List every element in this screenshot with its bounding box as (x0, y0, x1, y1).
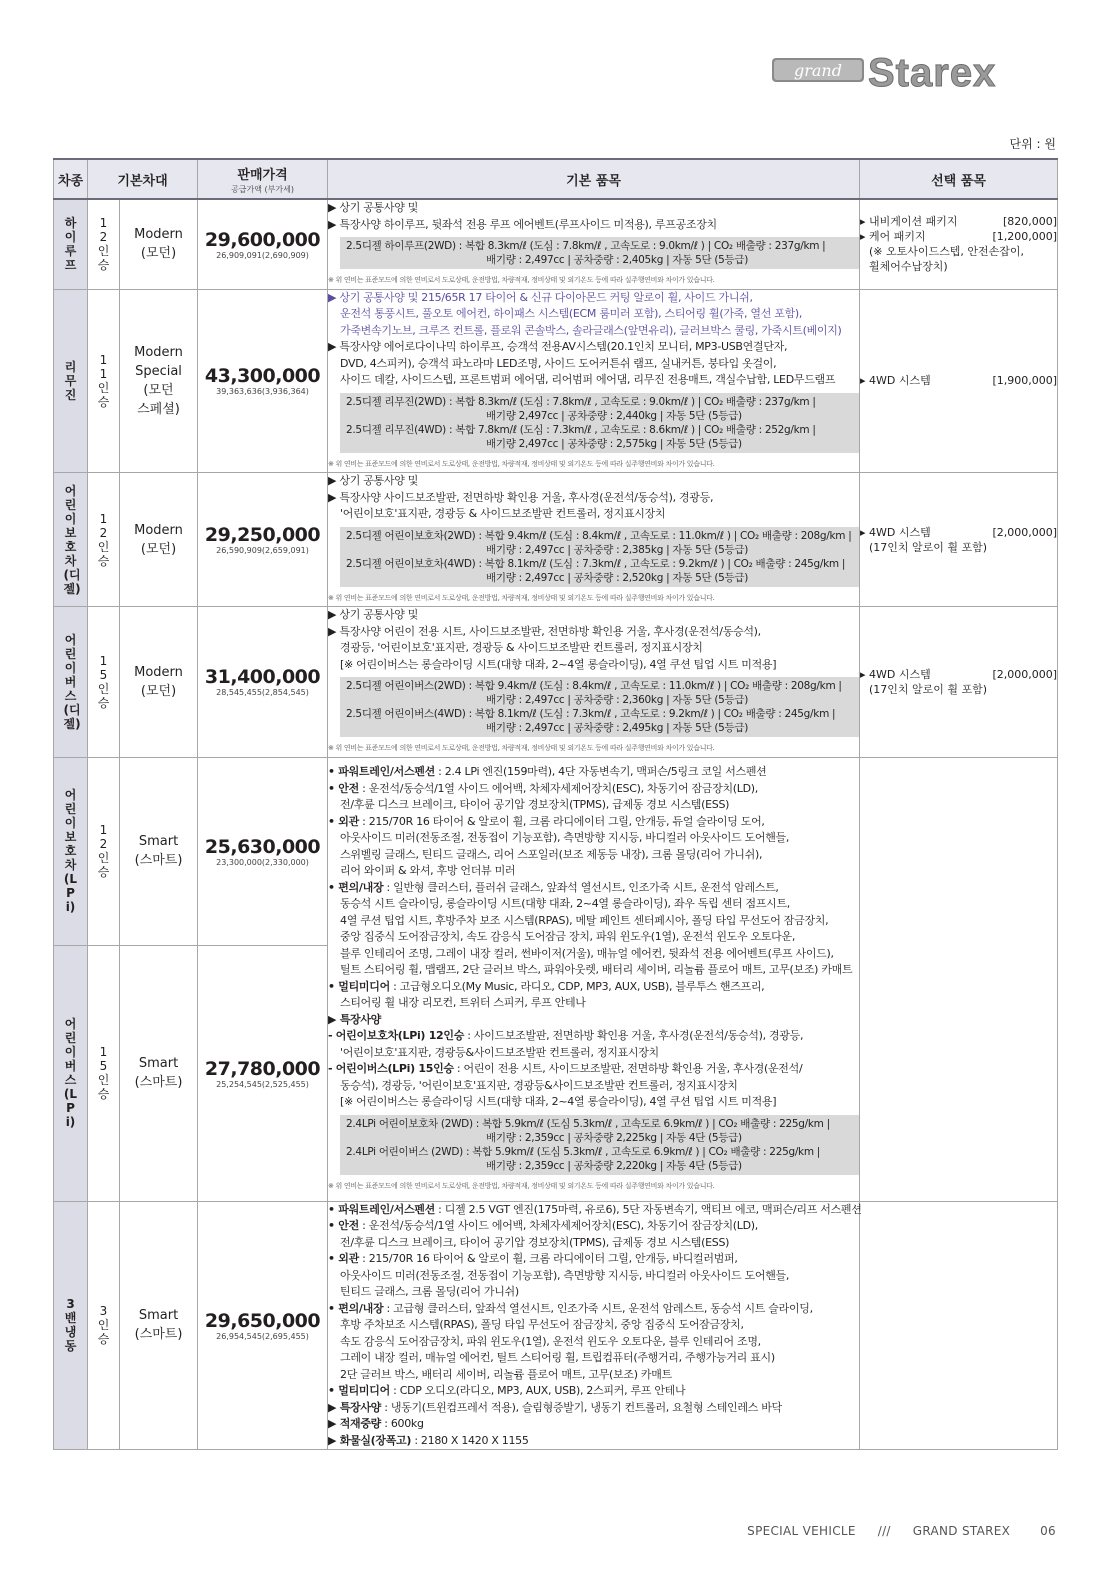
spec-line-cont: 배기량 : 2,359cc | 공차중량 2,225kg | 자동 4단 (5등급) (486, 1131, 742, 1144)
seat-count (88, 1201, 120, 1450)
basic-line-bold: ▶ 특장사양 (328, 1400, 382, 1414)
basic-line (328, 1235, 859, 1252)
basic-line (328, 913, 859, 930)
basic-items (328, 199, 860, 289)
seat-label: 11인승 (97, 352, 110, 409)
header-type: 차종 (54, 159, 88, 199)
trim-line: (스마트) (134, 853, 183, 868)
basic-line-text: : 2180 X 1420 X 1155 (411, 1433, 529, 1447)
price-value: 25,630,000 (204, 835, 321, 858)
fuel-spec-box (340, 237, 859, 269)
basic-line: '어린이보호'표지판, 경광등 & 사이드보조발판 컨트롤러, 정지표시장치 (340, 507, 666, 520)
option-name: ▸ 4WD 시스템 (860, 525, 931, 539)
basic-line-bold: • 파워트레인/서스펜션 (328, 1202, 435, 1216)
header-price: 판매가격 공급가액 (부가세) (198, 159, 328, 199)
basic-line: ▶ 상기 공통사양 및 (328, 474, 419, 487)
fuel-note: ※ 위 연비는 표준모드에 의한 연비로서 도로상태, 운전방법, 차량적재, 정비상태 및 외기온도 등에 따라 실주행연비와 차이가 있습니다. (328, 459, 715, 468)
option-price: [1,900,000] (992, 374, 1058, 388)
basic-line (328, 929, 859, 946)
spec-line: 2.5디젤 어린이버스(2WD) : 복합 9.4km/ℓ (도심 : 8.4km/ℓ , 고속도로 : 11.0km/ℓ ) | CO₂ 배출량 : 208g/km | (346, 680, 842, 692)
fuel-note: ※ 위 연비는 표준모드에 의한 연비로서 도로상태, 운전방법, 차량적재, 정비상태 및 외기온도 등에 따라 실주행연비와 차이가 있습니다. (328, 593, 715, 602)
basic-line (328, 830, 859, 847)
trim-line: (모던) (140, 683, 177, 699)
basic-line-text: 후방 주차보조 시스템(RPAS), 폴딩 타입 무선도어 잠금장치, 중앙 집중식 도어잠금장치, (340, 1318, 744, 1331)
option-name: (17인치 알로이 휠 포함) (869, 682, 988, 696)
option-name: (17인치 알로이 휠 포함) (869, 540, 988, 554)
basic-line: ▶ 상기 공통사양 및 (328, 201, 419, 214)
basic-line (328, 1334, 859, 1351)
option-items (860, 473, 1058, 607)
basic-line-text: : 2.4 LPi 엔진(159마력), 4단 자동변속기, 맥퍼슨/5링크 코일 서스펜션 (434, 765, 767, 778)
basic-line (328, 797, 859, 814)
option-price: [820,000] (1002, 215, 1058, 229)
basic-line-text: 전/후륜 디스크 브레이크, 타이어 공기압 경보장치(TPMS), 급제동 경보 시스템(ESS) (340, 798, 730, 811)
basic-line (328, 880, 859, 897)
option-line (860, 214, 1057, 229)
option-line (860, 540, 1057, 555)
basic-line-text: : 운전석/동승석/1열 사이드 에어백, 차체자세제어장치(ESC), 차동기어 잠금장치(LD), (358, 1219, 758, 1232)
basic-line-bold: • 멀티미디어 (328, 979, 390, 993)
basic-line (328, 1028, 859, 1045)
basic-line (328, 1350, 859, 1367)
basic-line-text: '어린이보호'표지판, 경광등&사이드보조발판 컨트롤러, 정지표시장치 (340, 1045, 659, 1059)
header-seat: 기본차대 (88, 159, 198, 199)
trim-name (120, 289, 198, 473)
seat-label: 12인승 (97, 216, 110, 273)
spec-line-cont: 배기량 : 2,497cc | 공차중량 : 2,495kg | 자동 5단 (5등급) (486, 722, 749, 734)
spec-line: 2.5디젤 어린이버스(4WD) : 복합 8.1km/ℓ (도심 : 7.3km/ℓ , 고속도로 : 9.2km/ℓ ) | CO₂ 배출량 : 245g/km | (346, 708, 836, 720)
vehicle-type (54, 607, 88, 758)
vehicle-type (54, 473, 88, 607)
basic-line-text: : 고급형 클러스터, 앞좌석 열선시트, 인조가죽 시트, 운전석 암레스트, 동승석 시트 슬라이딩, (383, 1301, 813, 1315)
option-name: (※ 오토사이드스텝, 안전손잡이, (869, 245, 1025, 259)
basic-line: ▶ 특장사양 사이드보조발판, 전면하방 확인용 거울, 후사경(운전석/동승석), 경광등, (328, 490, 714, 504)
fuel-spec-box (340, 1115, 859, 1175)
seat-label: 12인승 (97, 511, 110, 568)
basic-line-text: 4열 쿠션 팁업 시트, 후방주차 보조 시스템(RPAS), 메탈 페인트 센터페시아, 폴딩 타입 무선도어 잠금장치, (340, 913, 829, 927)
basic-items (328, 473, 860, 607)
price-cell (198, 289, 328, 473)
basic-line (328, 847, 859, 864)
basic-line: DVD, 4스피커), 승객석 파노라마 LED조명, 사이드 도어커튼쉬 램프, 실내커튼, 붕타입 옷걸이, (340, 356, 777, 370)
option-name: ▸ 4WD 시스템 (860, 667, 931, 681)
basic-line-text: 그레이 내장 컬러, 매뉴얼 에어컨, 틸트 스티어링 휠, 트립컴퓨터(주행거리, 주행가능거리 표시) (340, 1351, 775, 1364)
seat-label: 3인승 (97, 1304, 110, 1347)
basic-line: ▶ 특장사양 어린이 전용 시트, 사이드보조발판, 전면하방 확인용 거울, 후사경(운전석/동승석), (328, 624, 761, 638)
vehicle-row (54, 607, 1058, 758)
price-supply: 28,545,455(2,854,545) (216, 688, 309, 698)
seat-count (88, 289, 120, 473)
price-supply: 26,909,091(2,690,909) (216, 250, 309, 260)
spec-line-cont: 배기량 2,497cc | 공차중량 : 2,575kg | 자동 5단 (5등급) (486, 437, 742, 450)
basic-line (328, 863, 859, 880)
vehicle-type (54, 945, 88, 1201)
basic-line-text: : 고급형오디오(My Music, 라디오, CDP, MP3, AUX, USB), 블루투스 핸즈프리, (389, 979, 765, 993)
vehicle-type-label: 어린이버스(디젤) (63, 632, 81, 731)
vehicle-type-label: 하이루프 (64, 216, 77, 273)
trim-line: Special (135, 363, 182, 379)
vehicle-type (54, 1201, 88, 1450)
basic-line-text: 중앙 집중식 도어잠금장치, 속도 감응식 도어잠금 장치, 파워 윈도우(1열), 운전석 윈도우 오토다운, (340, 930, 796, 943)
basic-line-text: 틴티드 글래스, 크롬 몰딩(리어 가니쉬) (340, 1285, 519, 1298)
header-basic: 기본 품목 (328, 159, 860, 199)
basic-line (328, 1383, 859, 1400)
price-supply: 39,363,636(3,936,364) (216, 387, 309, 397)
trim-line: (스마트) (134, 1327, 183, 1343)
price-value: 29,650,000 (204, 1309, 321, 1332)
basic-line-text: : 사이드보조발판, 전면하방 확인용 거울, 후사경(운전석/동승석), 경광등, (464, 1029, 804, 1042)
vehicle-type-label: 어린이보호차(LPi) (63, 788, 78, 914)
option-items (860, 607, 1058, 758)
basic-items (328, 289, 860, 473)
spec-line: 2.4LPi 어린이버스 (2WD) : 복합 5.9km/ℓ (도심 5.3km/ℓ , 고속도로 6.9km/ℓ ) | CO₂ 배출량 : 225g/km | (346, 1145, 821, 1158)
price-supply: 26,954,545(2,695,455) (216, 1331, 309, 1341)
basic-line-bold: - 어린이버스(LPi) 15인승 (328, 1062, 454, 1075)
price-value: 43,300,000 (204, 365, 321, 388)
basic-line: ▶ 상기 공통사양 및 215/65R 17 타이어 & 신규 다이아몬드 커팅 알로이 휠, 사이드 가니쉬, (328, 290, 753, 304)
spec-line: 2.5디젤 리무진(2WD) : 복합 8.3km/ℓ (도심 : 7.8km/ℓ , 고속도로 : 9.0km/ℓ ) | CO₂ 배출량 : 237g/km | (346, 395, 816, 408)
price-cell (198, 757, 328, 945)
basic-line: ▶ 특장사양 하이루프, 뒷좌석 전용 루프 에어벤트(루프사이드 미적용), 루프공조장치 (328, 217, 717, 231)
trim-name (120, 1201, 198, 1450)
fuel-spec-box (340, 527, 859, 587)
option-line (860, 667, 1057, 682)
option-name: 휠체어수납장치) (869, 260, 948, 274)
price-cell (198, 607, 328, 758)
fuel-spec-box (340, 393, 859, 453)
svg-text:grand: grand (794, 61, 842, 80)
trim-line: (모던 (143, 382, 174, 398)
vehicle-row (54, 473, 1058, 607)
basic-line-text: 블루 인테리어 조명, 그레이 내장 컬러, 썬바이저(거울), 매뉴얼 에어컨, 뒷좌석 전용 에어벤트(루프 사이드), (340, 946, 834, 960)
basic-line (328, 962, 859, 979)
basic-line (328, 814, 859, 831)
basic-line (328, 1416, 859, 1433)
basic-line-text: 동승석), 경광등, '어린이보호'표지판, 경광등&사이드보조발판 컨트롤러, 정지표시장치 (340, 1078, 738, 1092)
basic-line-bold: - 어린이보호차(LPi) 12인승 (328, 1029, 465, 1042)
spec-line: 2.5디젤 리무진(4WD) : 복합 7.8km/ℓ (도심 : 7.3km/ℓ , 고속도로 : 8.6km/ℓ ) | CO₂ 배출량 : 252g/km | (346, 423, 816, 436)
basic-line: 가죽변속기노브, 크루즈 컨트롤, 플로워 콘솔박스, 솔라글래스(앞면유리), 글러브박스 쿨링, 가죽시트(베이지) (340, 323, 842, 337)
basic-line (328, 1301, 859, 1318)
price-cell (198, 945, 328, 1201)
basic-line-text: 스위벨링 글래스, 틴티드 글래스, 리어 스포일러(보조 제동등 내장), 크롬 몰딩(리어 가니쉬), (340, 847, 763, 861)
spec-line-cont: 배기량 : 2,359cc | 공차중량 2,220kg | 자동 4단 (5등급) (486, 1159, 742, 1172)
price-value: 31,400,000 (204, 666, 321, 689)
basic-line-bold: ▶ 특장사양 (328, 1012, 382, 1026)
option-items (860, 289, 1058, 473)
header-option: 선택 품목 (860, 159, 1058, 199)
basic-line: [※ 어린이버스는 롱슬라이딩 시트(대향 대좌, 2~4열 롱슬라이딩), 4열 쿠션 팁업 시트 미적용] (340, 657, 777, 671)
basic-line (328, 781, 859, 798)
price-value: 27,780,000 (204, 1057, 321, 1080)
option-price: [2,000,000] (992, 525, 1058, 539)
basic-line: ▶ 상기 공통사양 및 (328, 608, 419, 621)
trim-name (120, 757, 198, 945)
basic-items (328, 607, 860, 758)
vehicle-type-label: 3밴냉동 (64, 1297, 77, 1354)
basic-line-bold: • 안전 (328, 781, 359, 795)
trim-line: 스페셜) (137, 401, 180, 417)
basic-line (328, 1268, 859, 1285)
seat-label: 12인승 (97, 823, 110, 879)
vehicle-row (54, 199, 1058, 289)
spec-line-cont: 배기량 : 2,497cc | 공차중량 : 2,385kg | 자동 5단 (5등급) (486, 543, 749, 556)
spec-line: 2.5디젤 어린이보호차(4WD) : 복합 8.1km/ℓ (도심 : 7.3km/ℓ , 고속도로 : 9.2km/ℓ ) | CO₂ 배출량 : 245g/km | (346, 557, 846, 570)
basic-line-text: : 냉동기(트윈컴프레서 적용), 슬림형증발기, 냉동기 컨트롤러, 요철형 스테인레스 바닥 (381, 1400, 782, 1414)
basic-line-text: 전/후륜 디스크 브레이크, 타이어 공기압 경보장치(TPMS), 급제동 경보 시스템(ESS) (340, 1235, 730, 1249)
option-line (860, 525, 1057, 540)
trim-name (120, 199, 198, 289)
basic-line-text: : 일반형 클러스터, 플러쉬 글래스, 앞좌석 열선시트, 인조가죽 시트, 운전석 암레스트, (383, 880, 779, 894)
basic-line (328, 1433, 859, 1450)
seat-count (88, 199, 120, 289)
fuel-spec-box (340, 677, 859, 737)
option-price: [2,000,000] (992, 667, 1058, 681)
basic-line-text: 아웃사이드 미러(전동조절, 전동접이 기능포함), 측면방향 지시등, 바디컬러 아웃사이드 도어핸들, (340, 1268, 790, 1282)
trim-line: Modern (134, 227, 183, 243)
basic-line (328, 764, 859, 781)
option-line (860, 373, 1057, 388)
basic-line (328, 1284, 859, 1301)
trim-line: Smart (138, 834, 179, 849)
basic-line-text: : CDP 오디오(라디오, MP3, AUX, USB), 2스피커, 루프 안테나 (389, 1384, 686, 1397)
price-supply: 25,254,545(2,525,455) (216, 1079, 309, 1089)
option-price: [1,200,000] (992, 230, 1058, 244)
basic-line-bold: • 안전 (328, 1219, 359, 1232)
basic-line-bold: ▶ 화물실(장폭고) (328, 1433, 412, 1447)
basic-line (328, 979, 859, 996)
basic-line-text: 동승석 시트 슬라이딩, 롱슬라이딩 시트(대향 대좌, 2~4열 롱슬라이딩), 좌우 독립 센터 점프시트, (340, 897, 790, 910)
basic-line: ▶ 특장사양 에어로다이나믹 하이루프, 승객석 전용AV시스템(20.1인치 모니터, MP3-USB연결단자, (328, 340, 788, 353)
trim-name (120, 473, 198, 607)
basic-line-bold: • 파워트레인/서스펜션 (328, 765, 435, 778)
option-items (860, 757, 1058, 1201)
footer: SPECIAL VEHICLE /// GRAND STAREX 06 (747, 1524, 1056, 1538)
trim-name (120, 607, 198, 758)
option-line (860, 259, 1057, 274)
option-items (860, 1201, 1058, 1450)
trim-line: Smart (138, 1308, 179, 1324)
fuel-note: ※ 위 연비는 표준모드에 의한 연비로서 도로상태, 운전방법, 차량적재, 정비상태 및 외기온도 등에 따라 실주행연비와 차이가 있습니다. (328, 1181, 715, 1190)
vehicle-row (54, 757, 1058, 945)
basic-line-text: [※ 어린이버스는 롱슬라이딩 시트(대향 대좌, 2~4열 롱슬라이딩), 4열 쿠션 팁업 시트 미적용] (340, 1095, 777, 1108)
basic-line-text: 리어 와이퍼 & 와셔, 후방 언더뷰 미러 (340, 864, 516, 877)
vehicle-type (54, 289, 88, 473)
basic-line-bold: • 편의/내장 (328, 1301, 384, 1315)
basic-line (328, 1078, 859, 1095)
vehicle-type-label: 어린이보호차(디젤) (63, 483, 81, 596)
basic-line (328, 1251, 859, 1268)
basic-line-text: 스티어링 휠 내장 리모컨, 트위터 스피커, 루프 안테나 (340, 996, 586, 1009)
basic-line (328, 1317, 859, 1334)
basic-line-text: : 215/70R 16 타이어 & 알로이 휠, 크롬 라디에이터 그릴, 안개등, 듀얼 슬라이딩 도어, (358, 814, 765, 828)
unit-label: 단위 : 원 (1009, 137, 1056, 151)
price-cell (198, 1201, 328, 1450)
spec-line-cont: 배기량 : 2,497cc | 공차중량 : 2,520kg | 자동 5단 (5등급) (486, 571, 749, 584)
price-cell (198, 473, 328, 607)
basic-line-text: : 어린이 전용 시트, 사이드보조발판, 전면하방 확인용 거울, 후사경(운전석/ (453, 1062, 803, 1075)
option-line (860, 244, 1057, 259)
vehicle-type (54, 757, 88, 945)
trim-line: Modern (134, 522, 183, 538)
seat-count (88, 757, 120, 945)
basic-line (328, 1045, 859, 1062)
trim-line: Modern (134, 344, 183, 360)
vehicle-type-label: 리무진 (64, 359, 77, 402)
option-line (860, 229, 1057, 244)
basic-line (328, 1012, 859, 1029)
basic-line: 경광등, '어린이보호'표지판, 경광등 & 사이드보조발판 컨트롤러, 정지표시장치 (340, 641, 703, 654)
basic-line-text: 아웃사이드 미러(전동조절, 전동접이 기능포함), 측면방향 지시등, 바디컬러 아웃사이드 도어핸들, (340, 831, 790, 844)
spec-line: 2.4LPi 어린이보호차 (2WD) : 복합 5.9km/ℓ (도심 5.3km/ℓ , 고속도로 6.9km/ℓ ) | CO₂ 배출량 : 225g/km | (346, 1117, 830, 1130)
seat-count (88, 473, 120, 607)
spec-line-cont: 배기량 : 2,497cc | 공차중량 : 2,405kg | 자동 5단 (5등급) (486, 254, 749, 266)
basic-line (328, 1061, 859, 1078)
basic-items (328, 757, 860, 1201)
trim-line: (모던) (140, 541, 177, 557)
basic-line-bold: • 멀티미디어 (328, 1384, 390, 1397)
price-value: 29,250,000 (204, 524, 321, 546)
svg-text:Starex: Starex (868, 51, 997, 94)
spec-line: 2.5디젤 어린이보호차(2WD) : 복합 9.4km/ℓ (도심 : 8.4km/ℓ , 고속도로 : 11.0km/ℓ ) | CO₂ 배출량 : 208g/km | (346, 529, 852, 542)
vehicle-type-label: 어린이버스(LPi) (63, 1017, 78, 1129)
fuel-note: ※ 위 연비는 표준모드에 의한 연비로서 도로상태, 운전방법, 차량적재, 정비상태 및 외기온도 등에 따라 실주행연비와 차이가 있습니다. (328, 276, 715, 284)
basic-line-bold: • 편의/내장 (328, 880, 384, 894)
basic-line (328, 1094, 859, 1111)
vehicle-row (54, 1201, 1058, 1450)
trim-line: (모던) (140, 246, 177, 262)
basic-line (328, 946, 859, 963)
trim-line: Modern (134, 664, 183, 680)
basic-line-text: : 215/70R 16 타이어 & 알로이 휠, 크롬 라디에이터 그릴, 안개등, 바디컬러범퍼, (358, 1252, 738, 1265)
basic-line-text: 속도 감응식 도어잠금장치, 파워 윈도우(1열), 운전석 윈도우 오토다운, 블루 인테리어 조명, (340, 1334, 761, 1348)
basic-line-text: : 디젤 2.5 VGT 엔진(175마력, 유로6), 5단 자동변속기, 액티브 에코, 맥퍼슨/리프 서스펜션 (434, 1202, 862, 1216)
basic-line (328, 995, 859, 1012)
basic-line-text: 틸트 스티어링 휠, 맵램프, 2단 글러브 박스, 파워아웃렛, 배터리 세이버, 리놀륨 플로어 매트, 고무(보조) 카매트 (340, 963, 853, 976)
basic-items (328, 1201, 860, 1450)
trim-line: (스마트) (134, 1075, 183, 1090)
seat-label: 15인승 (97, 653, 110, 710)
basic-line-bold: ▶ 적재중량 (328, 1417, 382, 1430)
option-name: ▸ 4WD 시스템 (860, 374, 931, 388)
spec-line-cont: 배기량 2,497cc | 공차중량 : 2,440kg | 자동 5단 (5등급) (486, 409, 742, 422)
basic-line-text: : 운전석/동승석/1열 사이드 에어백, 차체자세제어장치(ESC), 차동기어 잠금장치(LD), (358, 781, 758, 795)
trim-line: Smart (138, 1056, 179, 1071)
basic-line (328, 1218, 859, 1235)
vehicle-row (54, 289, 1058, 473)
trim-name (120, 945, 198, 1201)
price-supply: 23,300,000(2,330,000) (216, 857, 309, 867)
option-line (860, 682, 1057, 697)
basic-line: 사이드 데칼, 사이드스텝, 프론트범퍼 에어댐, 리어범퍼 에어댐, 리무진 전용매트, 객실수납함, LED무드램프 (340, 373, 836, 386)
vehicle-type (54, 199, 88, 289)
seat-count (88, 945, 120, 1201)
basic-line (328, 896, 859, 913)
basic-line-text: : 600kg (381, 1417, 424, 1430)
option-name: ▸ 케어 패키지 (860, 230, 926, 244)
price-supply: 26,590,909(2,659,091) (216, 546, 309, 555)
basic-line: 운전석 통풍시트, 풀오토 에어컨, 하이패스 시스템(ECM 룸미러 포함), 스티어링 휠(가죽, 열선 포함), (340, 307, 803, 320)
price-value: 29,600,000 (204, 228, 321, 251)
price-table (53, 158, 1058, 1450)
seat-label: 15인승 (97, 1045, 110, 1101)
price-cell (198, 199, 328, 289)
option-items (860, 199, 1058, 289)
option-name: ▸ 내비게이션 패키지 (860, 215, 958, 229)
fuel-note: ※ 위 연비는 표준모드에 의한 연비로서 도로상태, 운전방법, 차량적재, 정비상태 및 외기온도 등에 따라 실주행연비와 차이가 있습니다. (328, 744, 715, 752)
basic-line (328, 1202, 862, 1219)
seat-count (88, 607, 120, 758)
basic-line (328, 1367, 859, 1384)
basic-line-text: 2단 글러브 박스, 배터리 세이버, 리놀륨 플로어 매트, 고무(보조) 카매트 (340, 1367, 672, 1381)
basic-line (328, 1400, 859, 1417)
basic-line-bold: • 외관 (328, 1252, 359, 1265)
basic-line-bold: • 외관 (328, 814, 359, 828)
grand-starex-logo (770, 50, 1060, 94)
spec-line: 2.5디젤 하이루프(2WD) : 복합 8.3km/ℓ (도심 : 7.8km/ℓ , 고속도로 : 9.0km/ℓ ) | CO₂ 배출량 : 237g/km | (346, 240, 826, 252)
spec-line-cont: 배기량 : 2,497cc | 공차중량 : 2,360kg | 자동 5단 (5등급) (486, 694, 749, 706)
